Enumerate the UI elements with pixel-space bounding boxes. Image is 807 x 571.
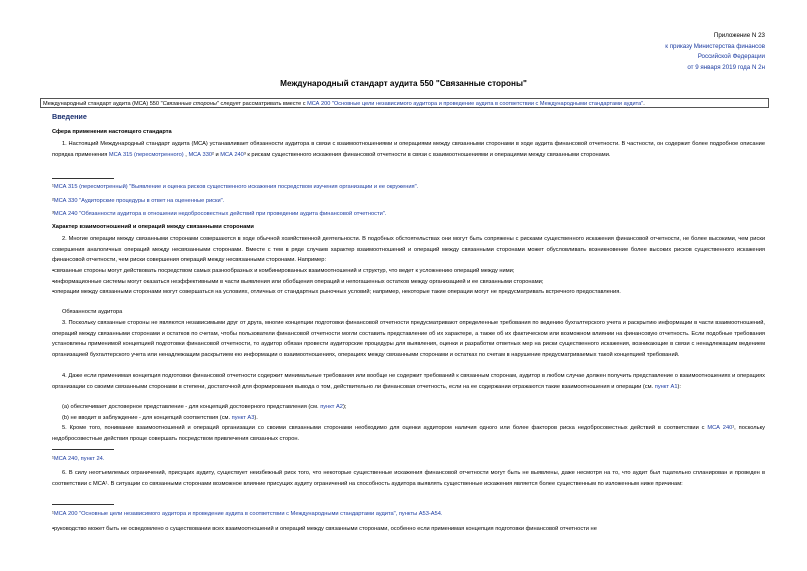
paragraph-1: [52, 139, 765, 160]
p4a-end: );: [342, 404, 347, 410]
footnote-marker: ²: [52, 198, 54, 204]
footnote-marker: ¹: [52, 456, 54, 462]
paragraph-2: 2. Многие операции между связанными сторонами совершаются в ходе обычной хозяйственной деятельности. В подобных обстоятельствах они могут быть сопряжены с рисками существенного искажения финансовой отчетности, не более высокими, чем риски совершения аналогичных операций между несвязанными сторонами. Вместе с тем в ряде случаев характер взаимоотношений и операций между связанными сторонами может обусловливать возникновение более высоких рисков существенного искажения финансовой отчетности, чем риски совершения операций между несвязанными сторонами. Например:: [52, 236, 765, 264]
footnote-3[interactable]: [52, 210, 386, 219]
intro-heading: Введение: [52, 112, 87, 121]
bullet-4: ▪руководство может быть не осведомлено о существовании всех взаимоотношений и операций между связанными сторонами, особенно если применимая концепция подготовки финансовой отчетности не: [52, 526, 597, 532]
msa315-link[interactable]: МСА 315 (пересмотренного): [108, 151, 184, 158]
p4b-text: (b) не вводит в заблуждение - для концепций соответствия (см.: [62, 414, 232, 421]
p4-text: 4. Даже если применимая концепция подготовки финансовой отчетности содержит минимальные требования или вообще не содержит требований к связанным сторонам, аудитор в любом случае должен получить представление о взаимоотношениях и операциях организации со своими связанными сторонами в степени, достаточной для формирования вывода о том, действительно ли финансовая отчетность, если на ее содержании отражаются такие взаимоотношения и операции (см.: [52, 373, 765, 390]
annex-order-link[interactable]: к приказу Министерства финансов: [665, 42, 765, 50]
msa240-link-2[interactable]: МСА 240: [707, 425, 733, 431]
bullet-2: ▪информационные системы могут оказаться неэффективными в части выявления или обобщения операций и непогашенных остатков между организацией и ее связанными сторонами;: [52, 278, 544, 285]
footnote-separator-3: [52, 504, 114, 505]
nature-heading: Характер взаимоотношений и операций между связанными сторонами: [52, 224, 254, 230]
annex-block: [665, 31, 765, 73]
paragraph-4a: [52, 402, 765, 413]
msa330-link[interactable]: МСА 330: [188, 151, 213, 158]
footnote-separator-2: [52, 449, 114, 450]
point-a2-link[interactable]: пункт А2: [320, 404, 343, 410]
footnote-separator: [52, 178, 114, 179]
p1-sep2: ² и: [212, 151, 221, 158]
paragraph-5: [52, 423, 765, 444]
point-a1-link[interactable]: пункт А1: [654, 383, 678, 390]
footnote-3-text[interactable]: МСА 240 "Обязанности аудитора в отношении недобросовестных действий при проведении аудита финансовой отчетности".: [53, 211, 387, 217]
p4-end: ):: [677, 383, 681, 390]
note-end: .: [643, 101, 645, 107]
footnote-1[interactable]: [52, 183, 418, 192]
footnote-1-text[interactable]: МСА 315 (пересмотренный) "Выявление и оценка рисков существенного искажения посредством изучения организации и ее окружения".: [53, 184, 419, 190]
scope-heading: Сфера применения настоящего стандарта: [52, 129, 172, 135]
footnote-marker: ¹: [52, 184, 54, 190]
bullet-1-text: связанные стороны могут действовать посредством самых разнообразных и комбинированных взаимоотношений и структур, что ведет к усложнению операций между ними;: [54, 268, 515, 274]
annex-number: Приложение N 23: [713, 32, 765, 39]
msa200-link[interactable]: МСА 200 "Основные цели независимого аудитора и проведение аудита в соответствии с Международными стандартами аудита": [307, 101, 644, 107]
bullet-1: ▪связанные стороны могут действовать посредством самых разнообразных и комбинированных взаимоотношений и структур, что ведет к усложнению операций между ними;: [52, 268, 515, 274]
note-text: Международный стандарт аудита (МСА) 550 ": [43, 101, 163, 107]
bullet-3-text: операции между связанными сторонами могут совершаться на условиях, отличных от стандартных рыночных условий; например, некоторые такие операции могут не предусматривать встречного предоставления.: [54, 289, 621, 295]
footnote-5-text[interactable]: МСА 200 "Основные цели независимого аудитора и проведение аудита в соответствии с Международными стандартами аудита", пункты А53-А54.: [53, 511, 443, 517]
responsibilities-heading: Обязанности аудитора: [62, 309, 123, 315]
paragraph-4: [52, 371, 765, 392]
note-box: [40, 98, 769, 108]
annex-date-link[interactable]: от 9 января 2019 года N 2н: [687, 63, 765, 71]
note-text-mid: " следует рассматривать вместе с: [216, 101, 308, 107]
footnote-marker: ¹: [52, 511, 54, 517]
p1-text: 1. Настоящий Международный стандарт аудита (МСА) устанавливает обязанности аудитора в связи с взаимоотношениями и операциями между связанными сторонами в ходе аудита финансовой отчетности. В частности, он содержит более подробное описание порядка применения: [52, 141, 765, 158]
msa240-link[interactable]: МСА 240: [220, 151, 244, 158]
annex-ministry-link[interactable]: Российской Федерации: [697, 53, 765, 60]
footnote-4-text[interactable]: МСА 240, пункт 24.: [53, 456, 105, 462]
p5-text: 5. Кроме того, понимание взаимоотношений и операций организации со своими связанными сторонами необходимо для оценки аудитором наличия одного или более факторов риска недобросовестных действий в соответствии с: [62, 425, 708, 431]
paragraph-3: 3. Поскольку связанные стороны не являются независимыми друг от друга, многие концепции подготовки финансовой отчетности предусматривают определенные требования по ведению бухгалтерского учета и раскрытию информации в части взаимоотношений, операций между связанными сторонами и остатков по счетам, чтобы пользователи финансовой отчетности могли составить представление об их характере, а также об их фактическом или возможном влиянии на финансовую отчетность. Если подобные требования установлены применимой концепцией подготовки финансовой отчетности, то аудитор обязан провести аудиторские процедуры для выявления, оценки и разработки ответных мер на риски существенного искажения, возникающие в связи с ненадлежащим ведением организацией бухгалтерского учета или ненадлежащим раскрытием ею информации о взаимоотношениях, операциях между связанными сторонами и остатках по счетам в нарушение предусматриваемых такой концепцией требований.: [52, 320, 765, 358]
p1-sep: ,: [183, 151, 189, 158]
paragraph-6: 6. В силу неотъемлемых ограничений, присущих аудиту, существует неизбежный риск того, что некоторые существенные искажения финансовой отчетности могут быть не выявлены, даже несмотря на то, что аудит был тщательно спланирован и проведен в соответствии с МСА¹. В ситуации со связанными сторонами возможное влияние присущих аудиту ограничений на способность аудитора выявлять существенные искажения является более существенным по изложенным ниже причинам:: [52, 470, 765, 487]
footnote-marker: ³: [52, 211, 54, 217]
footnote-2-text[interactable]: МСА 330 "Аудиторские процедуры в ответ на оцененные риски".: [53, 198, 225, 204]
bullet-2-text: информационные системы могут оказаться неэффективными в части выявления или обобщения операций и непогашенных остатков между организацией и ее связанными сторонами;: [54, 278, 544, 285]
point-a3-link[interactable]: пункт А3: [231, 414, 255, 421]
footnote-4[interactable]: [52, 455, 104, 464]
footnote-2[interactable]: [52, 197, 224, 206]
p4a-text: (а) обеспечивает достоверное представление - для концепций достоверного представления (см.: [62, 404, 321, 410]
note-italic: Связанные стороны: [162, 101, 217, 107]
p1-end: ³ к рискам существенного искажения финансовой отчетности в связи с взаимоотношениями и операциями между связанными сторонами.: [243, 151, 611, 158]
p5-end: ¹, поскольку недобросовестные действия проще совершать посредством привлечения связанных сторон.: [52, 425, 765, 442]
document-title: Международный стандарт аудита 550 "Связанные стороны": [280, 79, 527, 88]
bullet-3: ▪операции между связанными сторонами могут совершаться на условиях, отличных от стандартных рыночных условий; например, некоторые такие операции могут не предусматривать встречного предоставления.: [52, 289, 621, 295]
p4b-end: ).: [254, 414, 258, 421]
bullet-4-text: руководство может быть не осведомлено о существовании всех взаимоотношений и операций между связанными сторонами, особенно если применимая концепция подготовки финансовой отчетности не: [54, 526, 597, 532]
footnote-5[interactable]: [52, 510, 442, 519]
paragraph-4b: [52, 413, 765, 424]
